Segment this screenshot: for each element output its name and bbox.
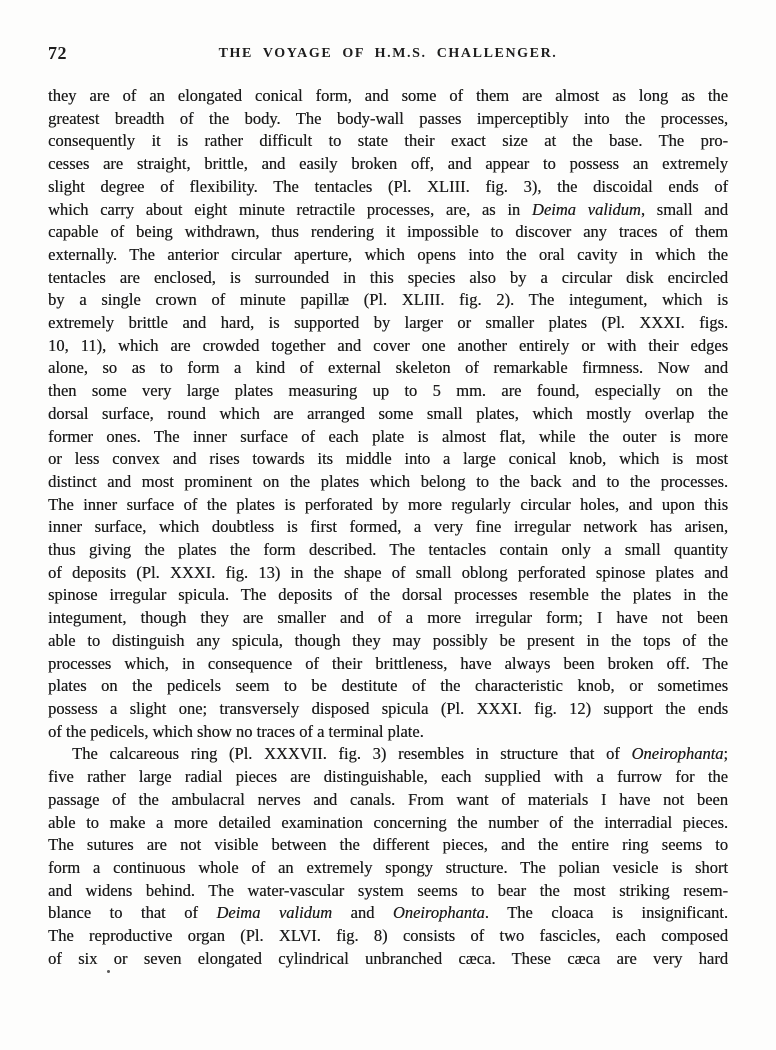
text-line	[48, 902, 728, 925]
body-text: and widens behind. The water-vascular system seems to bear the most striking resem-	[48, 880, 728, 900]
text-line	[48, 221, 728, 244]
body-text: dorsal surface, round which are arranged some small plates, which mostly overlap the	[48, 403, 728, 423]
text-line	[48, 244, 728, 267]
body-text: able to distinguish any spicula, though they may possibly be present in the tops of the	[48, 630, 728, 650]
body-text: alone, so as to form a kind of external skeleton of remarkable firmness. Now and	[48, 358, 728, 378]
body-text: slight degree of flexibility. The tentacles (Pl. XLIII. fig. 3), the discoidal ends of	[48, 176, 728, 196]
text-line	[48, 698, 728, 721]
ink-speck	[107, 970, 110, 973]
body-text: , small and	[640, 199, 728, 219]
text-line	[48, 426, 728, 449]
body-text: inner surface, which doubtless is first formed, a very fine irregular network has arisen,	[48, 517, 728, 537]
text-line	[48, 766, 728, 789]
text-line	[48, 584, 728, 607]
text-line	[48, 630, 728, 653]
body-text: five rather large radial pieces are distinguishable, each supplied with a furrow for the	[48, 767, 728, 787]
body-text: . The cloaca is insignificant.	[484, 903, 728, 923]
text-line	[48, 925, 728, 948]
text-line	[48, 516, 728, 539]
body-text: tentacles are enclosed, is surrounded in this species also by a circular disk encircled	[48, 267, 728, 287]
body-text: of six or seven elongated cylindrical unbranched cæca. These cæca are very hard	[48, 948, 728, 968]
text-line	[48, 471, 728, 494]
text-line	[48, 948, 728, 971]
body-text: ;	[723, 744, 728, 764]
body-text: by a single crown of minute papillæ (Pl. XLIII. fig. 2). The integument, which is	[48, 290, 728, 310]
italic-text: Oneirophanta	[631, 744, 724, 764]
text-line	[48, 812, 728, 835]
text-line	[48, 85, 728, 108]
paragraph	[48, 743, 728, 970]
body-text: cesses are straight, brittle, and easily broken off, and appear to possess an extremely	[48, 154, 728, 174]
text-line	[48, 153, 728, 176]
body-text: The sutures are not visible between the different pieces, and the entire ring seems to	[48, 835, 728, 855]
body-text: of deposits (Pl. XXXI. fig. 13) in the shape of small oblong perforated spinose plates and	[48, 562, 728, 582]
running-header: THE VOYAGE OF H.M.S. CHALLENGER.	[218, 46, 558, 61]
text-line	[48, 312, 728, 335]
text-line	[48, 267, 728, 290]
text-line	[48, 539, 728, 562]
body-text: which carry about eight minute retractile processes, are, as in	[48, 199, 532, 219]
italic-text: Oneirophanta	[392, 903, 485, 923]
body-text: integument, though they are smaller and of a more irregular form; I have not been	[48, 608, 728, 628]
text-line	[48, 176, 728, 199]
italic-text: Deima validum	[216, 903, 332, 923]
text-line	[48, 380, 728, 403]
text-line	[48, 857, 728, 880]
body-text: form a continuous whole of an extremely spongy structure. The polian vesicle is short	[48, 857, 728, 877]
italic-text: Deima validum	[531, 199, 641, 219]
body-text: they are of an elongated conical form, and some of them are almost as long as the	[48, 86, 728, 105]
body-text: or less convex and rises towards its middle into a large conical knob, which is most	[48, 449, 728, 469]
text-line	[48, 448, 728, 471]
body-text: externally. The anterior circular aperture, which opens into the oral cavity in which the	[48, 244, 728, 264]
paragraph	[48, 85, 728, 743]
text-line	[48, 494, 728, 517]
body-text: then some very large plates measuring up to 5 mm. are found, especially on the	[48, 381, 728, 401]
body-text: processes which, in consequence of their brittleness, have always been broken off. The	[48, 653, 728, 673]
text-line	[48, 108, 728, 131]
body-text: and	[332, 903, 393, 923]
body-text: passage of the ambulacral nerves and canals. From want of materials I have not been	[48, 789, 728, 809]
text-line	[48, 721, 728, 744]
text-line	[48, 403, 728, 426]
text-block	[48, 85, 728, 970]
body-text: spinose irregular spicula. The deposits of the dorsal processes resemble the plates in the	[48, 585, 728, 605]
body-text: plates on the pedicels seem to be destitute of the characteristic knob, or sometimes	[48, 676, 728, 696]
body-text: greatest breadth of the body. The body-wall passes imperceptibly into the processes,	[48, 108, 728, 128]
body-text: possess a slight one; transversely disposed spicula (Pl. XXXI. fig. 12) support the ends	[48, 698, 728, 718]
body-text: The reproductive organ (Pl. XLVI. fig. 8) consists of two fascicles, each composed	[48, 926, 728, 946]
text-line	[48, 357, 728, 380]
body-text: capable of being withdrawn, thus rendering it impossible to discover any traces of them	[48, 222, 728, 242]
body-text: consequently it is rather difficult to state their exact size at the base. The pro-	[48, 131, 728, 151]
body-text: extremely brittle and hard, is supported by larger or smaller plates (Pl. XXXI. figs.	[48, 313, 728, 333]
text-line	[48, 743, 728, 766]
text-line	[48, 199, 728, 222]
text-line	[48, 130, 728, 153]
text-line	[48, 789, 728, 812]
body-text: The inner surface of the plates is perforated by more regularly circular holes, and upon this	[48, 494, 728, 514]
body-text: 10, 11), which are crowded together and cover one another entirely or with their edges	[48, 335, 728, 355]
text-line	[48, 289, 728, 312]
text-line	[48, 562, 728, 585]
text-line	[48, 335, 728, 358]
text-line	[48, 653, 728, 676]
body-text: distinct and most prominent on the plates which belong to the back and to the processes.	[48, 471, 728, 491]
page-number: 72	[48, 43, 67, 63]
body-text: blance to that of	[48, 903, 217, 923]
text-line	[48, 880, 728, 903]
text-line	[48, 834, 728, 857]
text-line	[48, 675, 728, 698]
body-text: former ones. The inner surface of each plate is almost flat, while the outer is more	[48, 426, 728, 446]
body-text: thus giving the plates the form described. The tentacles contain only a small quantity	[48, 540, 728, 560]
body-text: of the pedicels, which show no traces of a terminal plate.	[48, 721, 424, 741]
text-line	[48, 607, 728, 630]
body-text: The calcareous ring (Pl. XXXVII. fig. 3) resembles in structure that of	[72, 744, 632, 764]
body-text: able to make a more detailed examination concerning the number of the interradial pieces.	[48, 812, 728, 832]
